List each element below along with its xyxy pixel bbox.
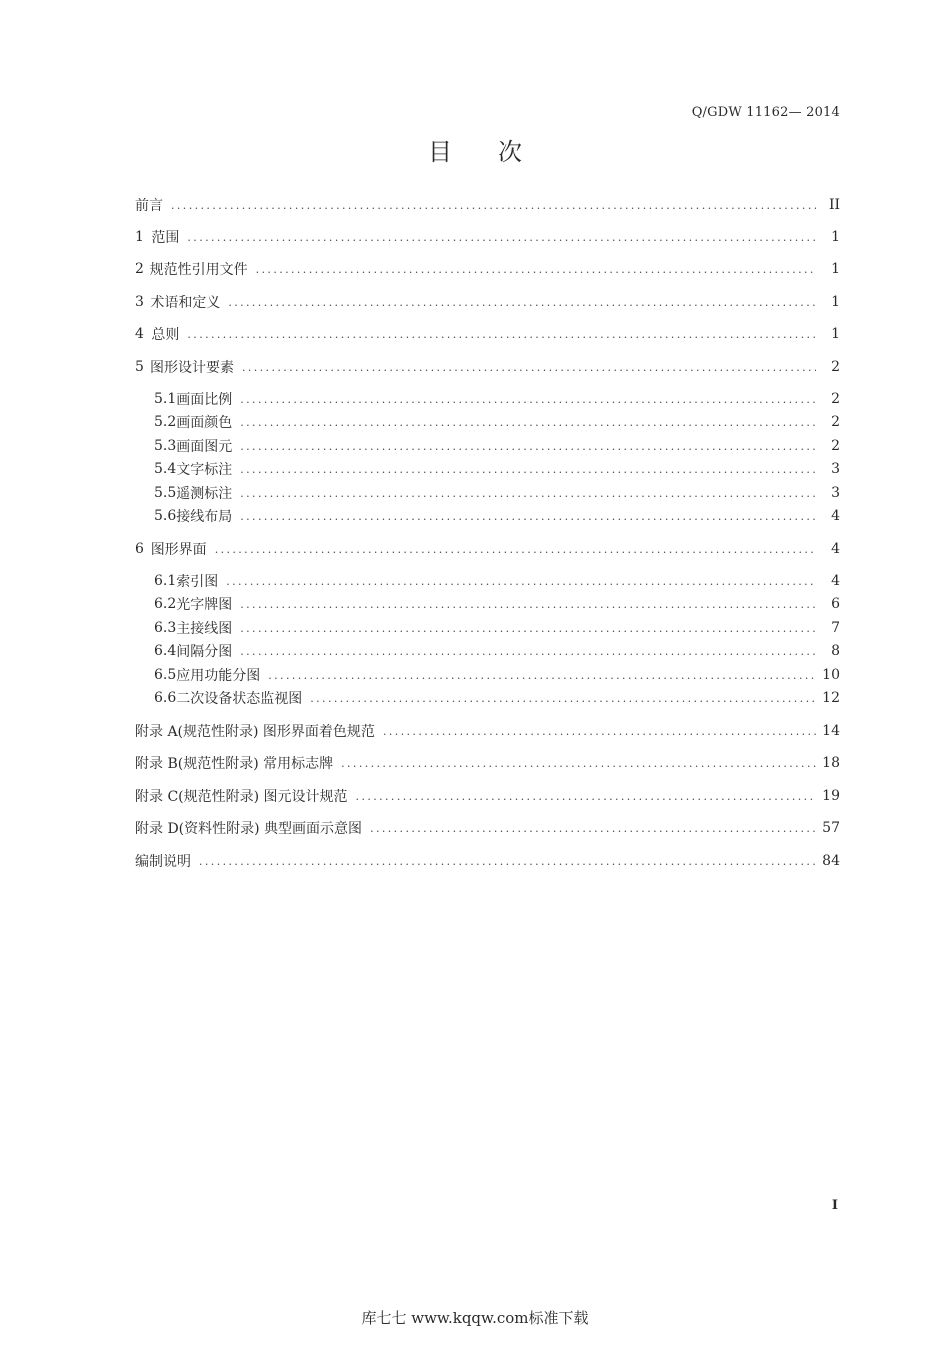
toc-page: 2 (831, 438, 840, 454)
toc-page: 4 (831, 573, 840, 589)
toc-entry-5[interactable] (135, 357, 840, 377)
toc-entry-2[interactable] (135, 259, 840, 279)
toc-label: 图形设计要素 (149, 360, 234, 376)
standard-code: Q/GDW 11162— 2014 (691, 105, 840, 120)
toc-number: 6.4 (154, 643, 177, 659)
toc-entry-5-5[interactable] (154, 483, 840, 503)
toc-page: 10 (822, 667, 840, 683)
toc-page: 14 (822, 723, 840, 739)
toc-number: 6.2 (154, 596, 177, 612)
toc-entry-6-2[interactable] (154, 594, 840, 614)
toc-number: 2 (135, 261, 144, 277)
toc-label: 规范性引用文件 (149, 262, 248, 278)
toc-entry-6-3[interactable] (154, 618, 840, 638)
toc-entry-appendix-a[interactable] (135, 721, 840, 741)
toc-entry-5-1[interactable] (154, 389, 840, 409)
toc-number: 5.1 (154, 391, 177, 407)
toc-page: 1 (831, 326, 840, 342)
toc-number: 5.6 (154, 508, 177, 524)
toc-number: 6.1 (154, 573, 177, 589)
toc-label: 附录 C(规范性附录) 图元设计规范 (135, 789, 348, 805)
toc-label: 索引图 (176, 574, 219, 590)
toc-entry-6-6[interactable] (154, 688, 840, 708)
toc-page: 3 (831, 485, 840, 501)
toc-page: 4 (831, 541, 840, 557)
toc-label: 编制说明 (135, 854, 191, 870)
toc-page: 12 (822, 690, 840, 706)
toc-number: 5.5 (154, 485, 177, 501)
toc-label: 附录 B(规范性附录) 常用标志牌 (135, 756, 334, 772)
toc-page: 2 (831, 359, 840, 375)
toc-entry-6-1[interactable] (154, 571, 840, 591)
toc-entry-5-6[interactable] (154, 506, 840, 526)
toc-page: 1 (831, 294, 840, 310)
toc-label: 二次设备状态监视图 (176, 691, 303, 707)
toc-entry-4[interactable] (135, 324, 840, 344)
toc-number: 6.3 (154, 620, 177, 636)
toc-page: 3 (831, 461, 840, 477)
toc-page: 19 (822, 788, 840, 804)
toc-number: 6.6 (154, 690, 177, 706)
toc-label: 应用功能分图 (176, 668, 261, 684)
toc-page: 6 (831, 596, 840, 612)
toc-entry-6-4[interactable] (154, 641, 840, 661)
toc-label: 附录 A(规范性附录) 图形界面着色规范 (135, 724, 375, 740)
toc-number: 5.2 (154, 414, 177, 430)
toc-number: 5.4 (154, 461, 177, 477)
toc-label: 附录 D(资料性附录) 典型画面示意图 (135, 821, 363, 837)
toc-entry-3[interactable] (135, 292, 840, 312)
toc-page: 2 (831, 414, 840, 430)
toc-entry-appendix-c[interactable] (135, 786, 840, 806)
toc-page: 1 (831, 229, 840, 245)
toc-page: 2 (831, 391, 840, 407)
toc-entry-5-3[interactable] (154, 436, 840, 456)
toc-label: 间隔分图 (176, 644, 233, 660)
toc-label: 接线布局 (176, 509, 233, 525)
toc-entry-appendix-d[interactable] (135, 818, 840, 838)
toc-label: 主接线图 (176, 621, 233, 637)
toc-page: 84 (822, 853, 840, 869)
toc-label: 光字牌图 (176, 597, 233, 613)
toc-page: 18 (822, 755, 840, 771)
footer-watermark: 库七七 www.kqqw.com标准下载 (361, 1309, 589, 1327)
toc-number: 3 (135, 294, 144, 310)
toc-number: 5 (135, 359, 144, 375)
toc-entry-5-2[interactable] (154, 412, 840, 432)
toc-page: 4 (831, 508, 840, 524)
toc-page: 57 (822, 820, 840, 836)
toc-label: 术语和定义 (150, 295, 221, 311)
toc-entry-6-5[interactable] (154, 665, 840, 685)
toc-number: 6.5 (154, 667, 177, 683)
toc-number: 6 (135, 541, 144, 557)
page-number: I (831, 1198, 838, 1213)
toc-page: 1 (831, 261, 840, 277)
page-title: 目次 (428, 138, 568, 166)
toc-label: 画面图元 (176, 439, 233, 455)
toc-label: 画面颜色 (176, 415, 233, 431)
toc-label: 文字标注 (176, 462, 233, 478)
toc-entry-compilation-notes[interactable] (135, 851, 840, 871)
toc-label: 总则 (151, 327, 180, 343)
toc-number: 5.3 (154, 438, 177, 454)
toc-page: II (828, 197, 840, 213)
toc-entry-5-4[interactable] (154, 459, 840, 479)
toc-entry-appendix-b[interactable] (135, 753, 840, 773)
toc-label: 前言 (135, 198, 163, 214)
toc-number: 1 (135, 229, 144, 245)
toc-page: 8 (831, 643, 840, 659)
toc-label: 范围 (151, 230, 180, 246)
toc-entry-6[interactable] (135, 539, 840, 559)
toc-page: 7 (831, 620, 840, 636)
toc-entry-1[interactable] (135, 227, 840, 247)
toc-label: 画面比例 (176, 392, 233, 408)
toc-label: 遥测标注 (176, 486, 233, 502)
toc-label: 图形界面 (150, 542, 207, 558)
toc-number: 4 (135, 326, 144, 342)
toc-entry-foreword[interactable] (135, 195, 840, 215)
